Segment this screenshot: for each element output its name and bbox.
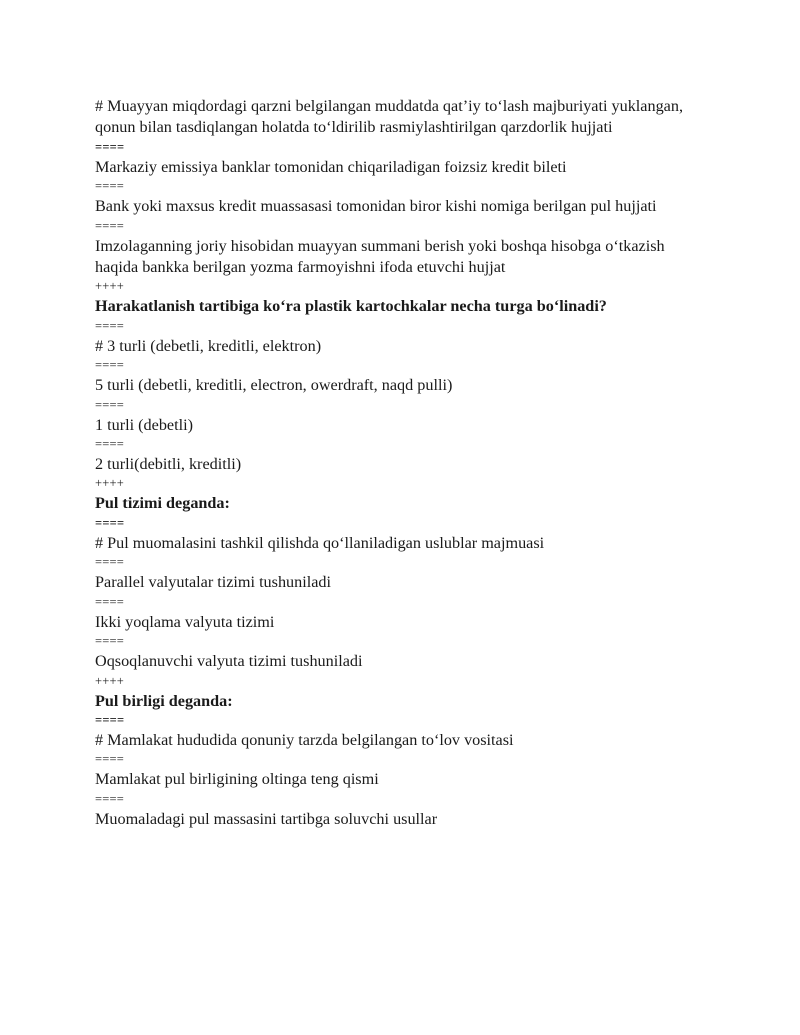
- answer-option-text: 5 turli (debetli, kreditli, electron, owerdraft, naqd pulli): [95, 376, 453, 395]
- answer-option-text: Parallel valyutalar tizimi tushuniladi: [95, 573, 332, 592]
- answer-option-text: Imzolaganning joriy hisobidan muayyan summani berish yoki boshqa hisobga o‘tkazish haqida bankka berilgan yozma farmoyishni ifoda etuvchi hujjat: [95, 236, 665, 277]
- separator-line: ++++: [95, 673, 124, 688]
- correct-answer-text: # 3 turli (debetli, kreditli, elektron): [95, 336, 322, 355]
- separator-line: ====: [95, 318, 124, 333]
- separator-line: ====: [95, 515, 125, 530]
- correct-answer-text: # Mamlakat hududida qonuniy tarzda belgilangan to‘lov vositasi: [95, 730, 514, 749]
- answer-option-text: Muomaladagi pul massasini tartibga soluvchi usullar: [95, 809, 438, 828]
- document-page: [95, 96, 695, 830]
- answer-option-text: Bank yoki maxsus kredit muassasasi tomonidan biror kishi nomiga berilgan pul hujjati: [95, 197, 657, 216]
- separator-line: ====: [95, 555, 124, 570]
- separator-line: ====: [95, 397, 124, 412]
- separator-line: ++++: [95, 476, 124, 491]
- answer-option-text: 2 turli(debitli, kreditli): [95, 455, 242, 474]
- separator-line: ====: [95, 712, 125, 727]
- separator-line: ====: [95, 139, 125, 154]
- separator-line: ====: [95, 634, 124, 649]
- question-text: Pul birligi deganda:: [95, 691, 233, 710]
- separator-line: ====: [95, 594, 124, 609]
- separator-line: ++++: [95, 279, 124, 294]
- correct-answer-text: # Muayyan miqdordagi qarzni belgilangan muddatda qat’iy to‘lash majburiyati yuklangan, qonun bilan tasdiqlangan holatda to‘ldirilib rasmiylashtirilgan qarzdorlik hujjati: [95, 97, 683, 137]
- separator-line: ====: [95, 791, 124, 806]
- question-text: Pul tizimi deganda:: [95, 494, 230, 513]
- separator-line: ====: [95, 358, 124, 373]
- separator-line: ====: [95, 437, 124, 452]
- answer-option-text: Oqsoqlanuvchi valyuta tizimi tushuniladi: [95, 652, 363, 671]
- answer-option-text: Markaziy emissiya banklar tomonidan chiqariladigan foizsiz kredit bileti: [95, 157, 567, 176]
- correct-answer-text: # Pul muomalasini tashkil qilishda qo‘llaniladigan uslublar majmuasi: [95, 533, 545, 552]
- question-text: Harakatlanish tartibiga ko‘ra plastik kartochkalar necha turga bo‘linadi?: [95, 297, 607, 316]
- answer-option-text: 1 turli (debetli): [95, 415, 193, 434]
- answer-option-text: Mamlakat pul birligining oltinga teng qismi: [95, 770, 379, 789]
- separator-line: ====: [95, 752, 124, 767]
- separator-line: ====: [95, 179, 124, 194]
- answer-option-text: Ikki yoqlama valyuta tizimi: [95, 612, 275, 631]
- separator-line: ====: [95, 218, 124, 233]
